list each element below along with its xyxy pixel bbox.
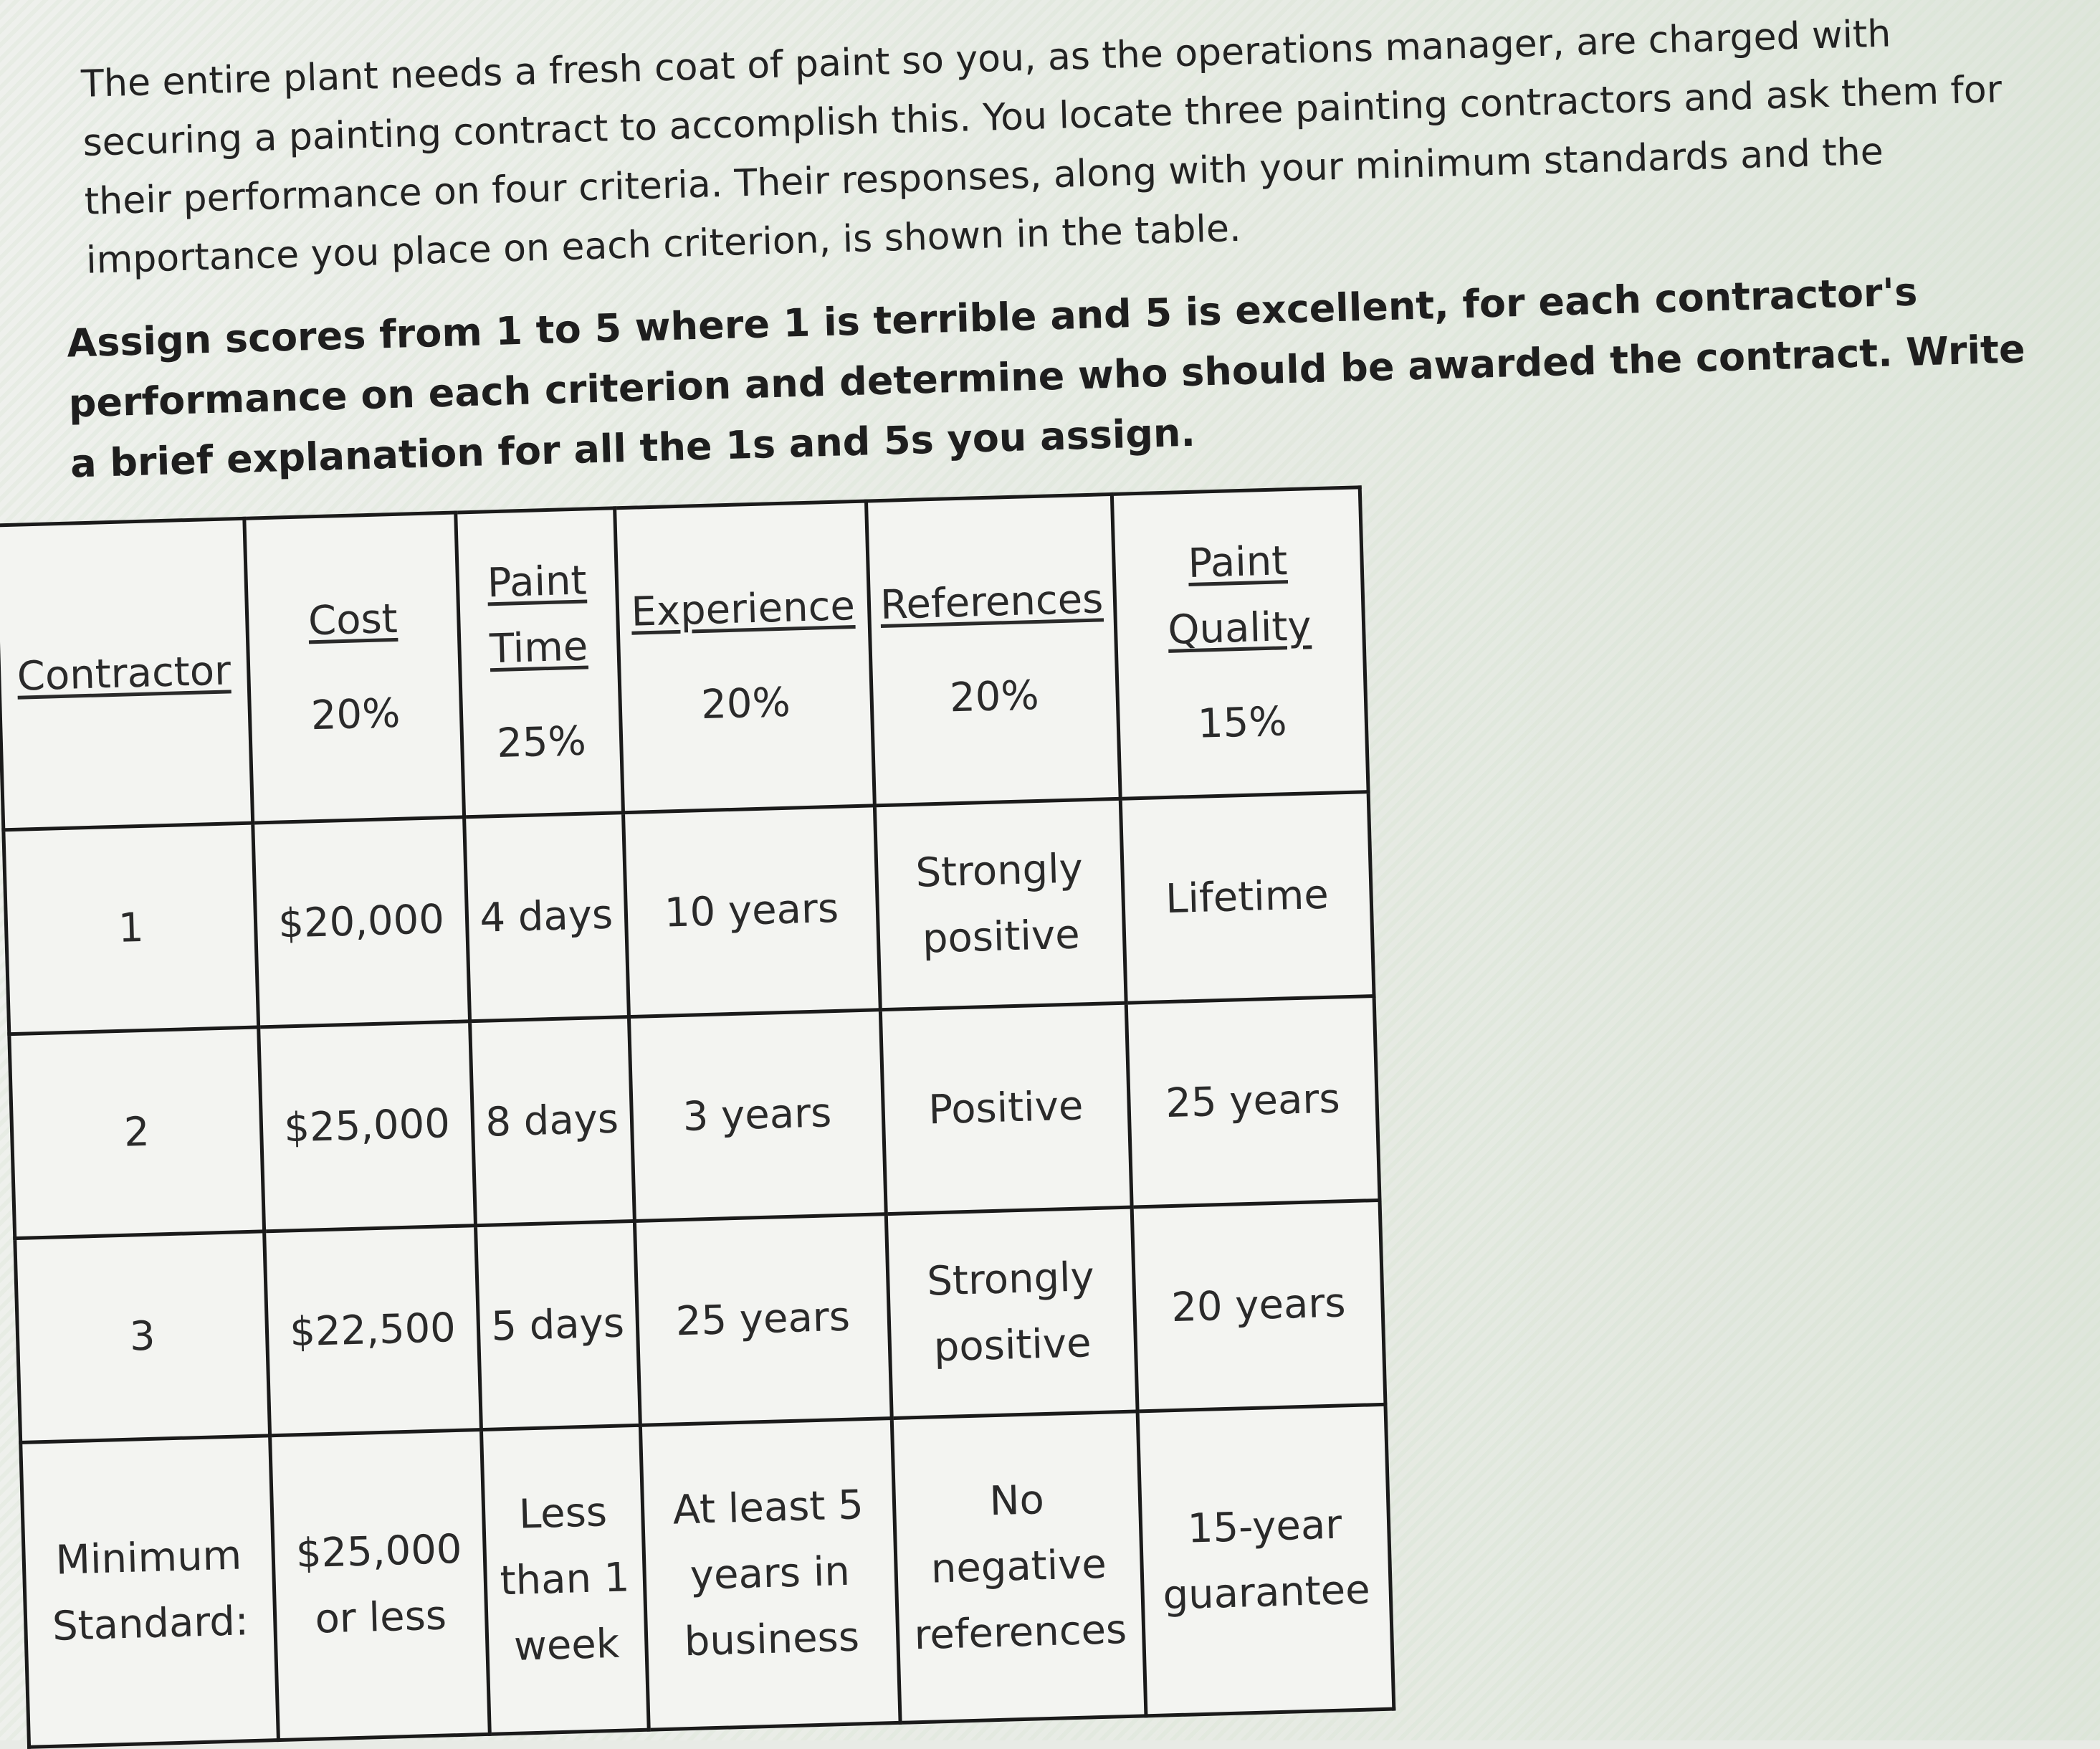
cell-references: Positive xyxy=(880,1003,1132,1214)
header-name: Paint Quality xyxy=(1167,538,1312,654)
cell-paint-time: 8 days xyxy=(469,1017,634,1226)
cell-minimum-references: No negative references xyxy=(892,1411,1146,1722)
header-experience xyxy=(614,501,874,813)
header-weight: 20% xyxy=(700,679,791,729)
header-paint-quality xyxy=(1112,487,1368,799)
header-paint-time xyxy=(456,508,623,817)
cell-references: Strongly positive xyxy=(886,1207,1137,1418)
header-references xyxy=(866,494,1120,805)
cell-minimum-label: Minimum Standard: xyxy=(21,1436,279,1748)
header-weight: 20% xyxy=(949,672,1040,722)
cell-experience: 10 years xyxy=(623,806,880,1017)
cell-minimum-experience: At least 5 years in business xyxy=(640,1419,900,1730)
instructions-paragraph: Assign scores from 1 to 5 where 1 is terrible and 5 is excellent, for each contractor's performance on each criterion and determine who should be awarded the contract. Write a brief explanation for all the 1s and 5s you assign. xyxy=(66,269,2026,487)
cell-contractor: 2 xyxy=(9,1027,264,1239)
header-name: Cost xyxy=(307,595,398,645)
cell-cost: $25,000 xyxy=(259,1021,476,1231)
cell-contractor: 1 xyxy=(4,823,259,1034)
cell-paint-time: 4 days xyxy=(464,813,629,1021)
table-row xyxy=(4,792,1374,1034)
cell-cost: $20,000 xyxy=(253,817,470,1027)
header-contractor xyxy=(0,518,253,830)
cell-experience: 3 years xyxy=(629,1010,886,1221)
minimum-standard-row xyxy=(21,1404,1394,1747)
header-weight: 25% xyxy=(496,718,587,768)
header-weight: 20% xyxy=(310,690,401,740)
criteria-table xyxy=(0,485,1395,1749)
cell-references: Strongly positive xyxy=(874,799,1126,1009)
header-name: Paint Time xyxy=(486,557,589,673)
intro-paragraph: The entire plant needs a fresh coat of paint so you, as the operations manager, are charged with securing a painting contract to accomplish this. You locate three painting contractors and ask them for their performance on four criteria. Their responses, along with your minimum standards and the importance you place on each criterion, is shown in the table. xyxy=(80,12,2003,282)
cell-cost: $22,500 xyxy=(264,1226,482,1436)
header-cost xyxy=(244,513,464,823)
cell-minimum-cost: $25,000 or less xyxy=(270,1430,490,1740)
header-weight: 15% xyxy=(1197,698,1288,748)
header-name: Experience xyxy=(630,583,856,636)
table-header-row xyxy=(0,487,1368,830)
cell-experience: 25 years xyxy=(634,1214,892,1426)
table-row xyxy=(15,1200,1385,1442)
cell-paint-time: 5 days xyxy=(475,1221,640,1429)
header-name: References xyxy=(879,576,1104,629)
cell-minimum-paint-time: Less than 1 week xyxy=(481,1425,648,1734)
cell-paint-quality: 25 years xyxy=(1126,996,1380,1208)
cell-paint-quality: 20 years xyxy=(1132,1200,1385,1411)
header-name: Contractor xyxy=(16,647,232,700)
cell-contractor: 3 xyxy=(15,1231,270,1443)
cell-minimum-paint-quality: 15-year guarantee xyxy=(1137,1404,1394,1716)
cell-paint-quality: Lifetime xyxy=(1120,792,1374,1004)
table-row xyxy=(9,996,1380,1239)
